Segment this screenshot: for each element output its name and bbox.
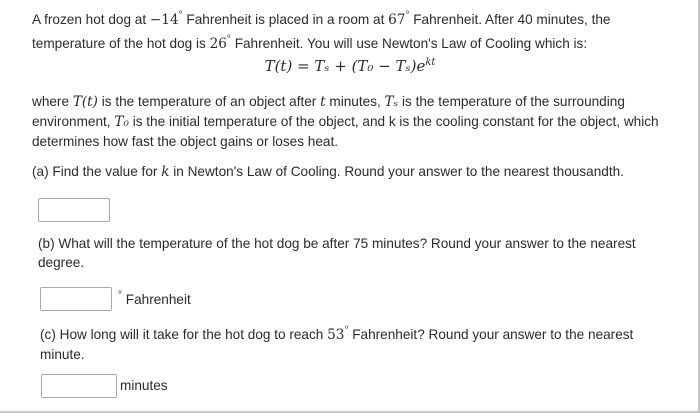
definition-part: is the temperature of the surrounding environment, (32, 94, 625, 129)
part-b-text: (b) What will the temperature of the hot dog be after 75 minutes? Round your answer to the nearest degree. (38, 236, 636, 270)
definition-part: is the initial temperature of the object, and k is the cooling constant for the object, which determines how fast the object gains or loses heat. (32, 114, 659, 149)
symbol-T-of-t: T(t) (72, 94, 98, 110)
part-b-question (38, 234, 658, 272)
symbol-Ts: Tₛ (384, 94, 399, 110)
intro-text-3: Fahrenheit. After 40 minutes, the temperature of the hot dog is (32, 12, 611, 51)
definition-part: where (32, 94, 70, 109)
part-c-question (40, 321, 660, 364)
degree-symbol: ° (178, 10, 183, 21)
part-b-unit (118, 290, 191, 307)
part-a-text: in Newton's Law of Cooling. Round your answer to the nearest thousandth. (173, 164, 624, 179)
degree-symbol: ° (405, 10, 410, 21)
part-b-unit-label: Fahrenheit (125, 292, 191, 307)
intro-text-2: Fahrenheit is placed in a room at (186, 12, 385, 27)
initial-temperature: −14 (149, 12, 179, 28)
intro-text-1: A frozen hot dog at (32, 12, 147, 27)
intro-text-4: Fahrenheit. You will use Newton's Law of Cooling which is: (234, 36, 588, 51)
room-temperature: 67 (388, 12, 406, 28)
part-c-unit-label: minutes (120, 378, 168, 393)
symbol-t: t (320, 94, 326, 110)
definition-part: is the temperature of an object after (101, 94, 317, 109)
newtons-law-formula (0, 57, 700, 75)
part-c-text: Fahrenheit? Round your answer to the nearest minute. (40, 327, 634, 362)
degree-symbol: ° (118, 290, 122, 301)
part-a-question (32, 162, 672, 182)
target-temperature: 53 (327, 327, 345, 343)
part-c-answer-input[interactable] (41, 374, 117, 398)
degree-symbol: ° (226, 34, 231, 45)
part-a-text: (a) Find the value for (32, 164, 158, 179)
definition-text (32, 92, 672, 151)
part-b-answer-input[interactable] (40, 287, 112, 311)
formula-body: T(t) = Tₛ + (T₀ − Tₛ)e (264, 57, 426, 75)
part-a-answer-input[interactable] (38, 198, 110, 222)
definition-part: minutes, (329, 94, 381, 109)
problem-intro (32, 6, 672, 54)
symbol-k: k (161, 164, 170, 180)
part-c-text: (c) How long will it take for the hot dog to reach (40, 327, 324, 342)
formula-exponent: kt (425, 57, 436, 68)
symbol-T0: T₀ (114, 114, 129, 130)
temperature-after: 26 (209, 36, 227, 52)
degree-symbol: ° (344, 325, 349, 336)
